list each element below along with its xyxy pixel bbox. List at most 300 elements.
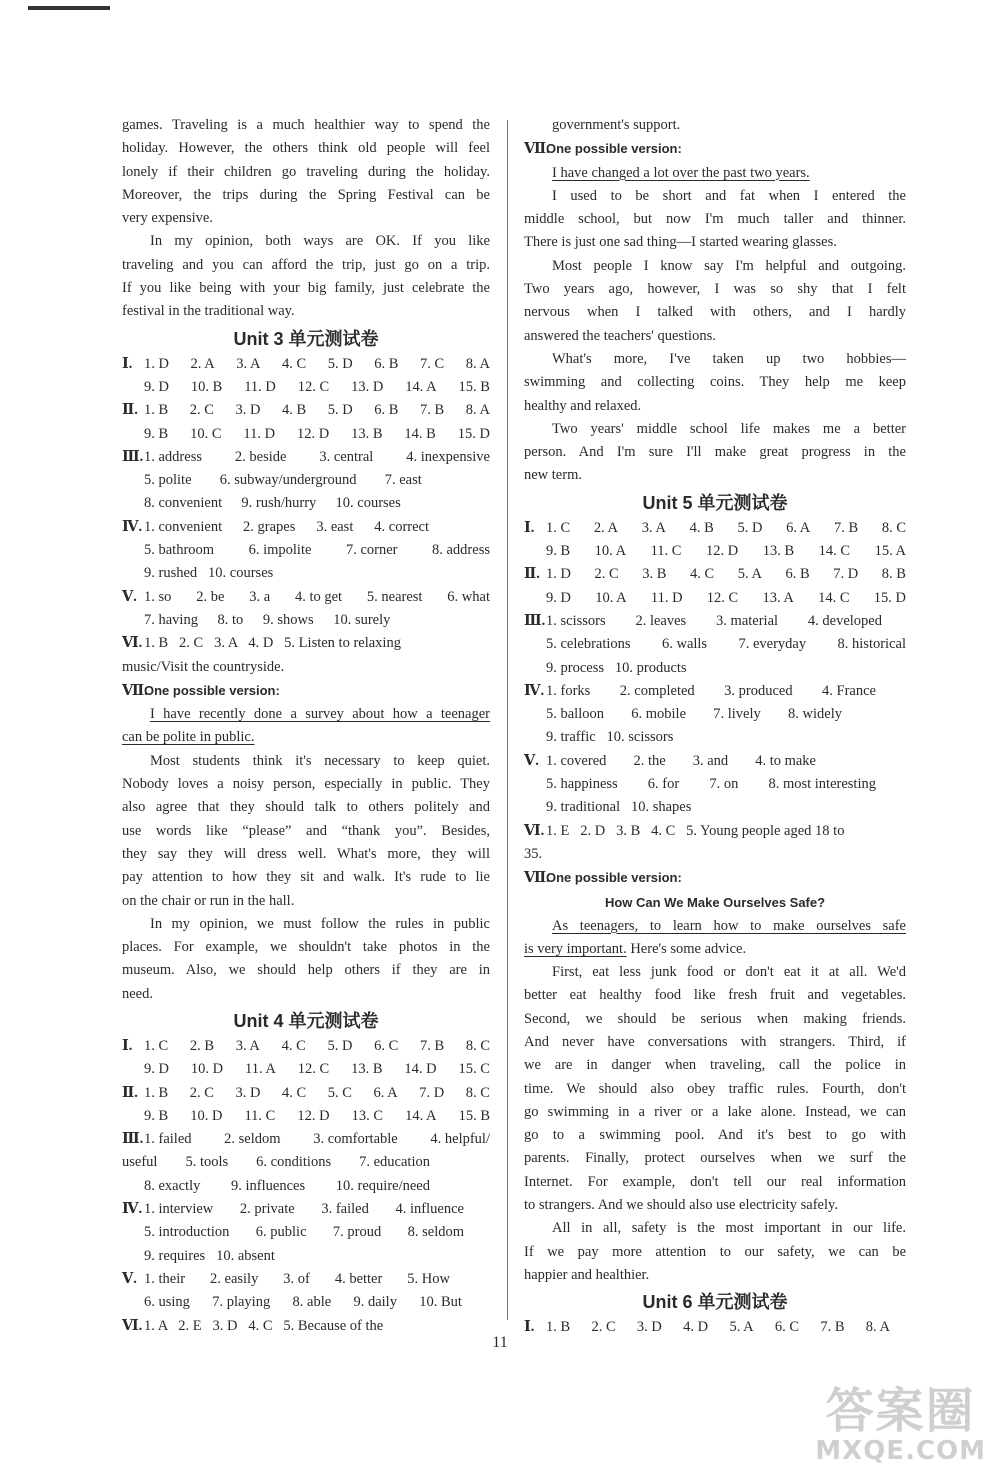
answer: 8. A	[465, 355, 490, 372]
essay-title: How Can We Make Ourselves Safe?	[604, 894, 826, 910]
answer: 7. D	[833, 566, 859, 583]
answer: 7. lively	[713, 706, 761, 723]
answer: 10. require/need	[335, 1177, 430, 1194]
section-number: Ⅲ.	[122, 448, 144, 465]
answer: 7. B	[420, 402, 445, 419]
answer: 9. daily	[353, 1294, 397, 1311]
text-line: First, eat less junk food or don't eat it at all. We'd	[552, 964, 906, 981]
text-line: Second, we should be serious when making friends.	[524, 1010, 906, 1027]
section-label: One possible version:	[546, 870, 682, 886]
answer: 5. A	[737, 566, 762, 583]
answer: 3. A	[235, 1037, 260, 1054]
answer: 3. A	[236, 355, 261, 372]
section-number: Ⅲ.	[122, 1131, 144, 1148]
answer: 15. B	[458, 378, 490, 395]
answer: 1. B	[546, 1319, 571, 1336]
answer: 8. C	[881, 519, 906, 536]
section-number: Ⅱ.	[122, 1084, 138, 1101]
unit5-title: Unit 5 单元测试卷	[642, 492, 788, 513]
section-number: Ⅰ.	[524, 1319, 535, 1336]
answer: 14. A	[405, 1107, 437, 1124]
answer: 5. celebrations	[546, 636, 631, 653]
answer: 6. B	[374, 355, 399, 372]
text-line: All in all, safety is the most important in our life.	[552, 1220, 906, 1237]
text-line: very expensive.	[122, 210, 213, 227]
answer-line	[122, 1151, 490, 1174]
answer-line	[144, 1175, 490, 1198]
answer: 14. C	[818, 543, 851, 560]
answer: 10. courses	[335, 495, 401, 512]
answer: 1. C	[546, 519, 571, 536]
section-number: Ⅱ.	[122, 402, 138, 419]
answer: 6. conditions	[256, 1154, 332, 1171]
answer-line	[546, 610, 906, 633]
answer: useful	[122, 1154, 158, 1171]
unit3-section-4	[122, 516, 490, 586]
section-label: One possible version:	[546, 141, 682, 157]
answer: 14. B	[404, 425, 436, 442]
answer-line	[144, 1035, 490, 1058]
answer: 1. scissors	[546, 612, 606, 629]
unit3-section-6	[122, 632, 490, 679]
text-line: person. And I'm sure I'll make great progress in the	[524, 444, 906, 461]
unit3-section-1	[122, 353, 490, 400]
answer: 2. private	[239, 1201, 295, 1218]
text-line: And never have conversations with strangers. Third, if	[524, 1033, 906, 1050]
answer: 4. C	[282, 355, 307, 372]
answer: 3. B	[642, 566, 667, 583]
unit4-section-1	[122, 1035, 490, 1082]
answer: 6. using	[144, 1294, 190, 1311]
page-number: 11	[492, 1334, 508, 1351]
text-line: If we pay more attention to our safety, we can be	[524, 1243, 906, 1260]
topic-sentence: can be polite in public.	[122, 729, 255, 746]
answer: 13. B	[351, 1061, 383, 1078]
answer-line	[546, 773, 906, 796]
answer: 2. completed	[619, 682, 695, 699]
answer: 10. D	[190, 1107, 223, 1124]
answer: 4. C	[281, 1037, 306, 1054]
text-line: holiday. However, the others think old people will feel	[122, 140, 490, 157]
answer: 2. A	[593, 519, 619, 536]
section-number: Ⅶ.	[524, 870, 550, 887]
answer-line	[546, 587, 906, 610]
answer: 6. subway/underground	[219, 472, 357, 489]
answer: 4. helpful/	[430, 1131, 490, 1148]
answer: 7. having	[144, 611, 198, 628]
text-line: Two years' middle school life makes me a better	[552, 420, 906, 437]
answer: 15. A	[874, 543, 906, 560]
answer: 7. B	[820, 1319, 845, 1336]
text-line: In my opinion, we must follow the rules in public	[150, 915, 490, 932]
answer: 1. B	[144, 402, 169, 419]
unit5-section-5	[524, 750, 906, 820]
answer: 7. C	[420, 355, 445, 372]
text-line: There is just one sad thing—I started wearing glasses.	[524, 234, 837, 251]
answer: 12. C	[706, 589, 739, 606]
answer: 5. introduction	[144, 1224, 230, 1241]
text-line: Internet. For example, don't tell our real information	[524, 1173, 906, 1190]
unit5-section-7	[524, 866, 906, 1287]
answer: 2. C	[594, 566, 619, 583]
answer-line	[144, 586, 490, 609]
text-line: time. We should also obey traffic rules. Fourth, don't	[524, 1080, 906, 1097]
answer-line	[144, 516, 490, 539]
answer: 4. D	[683, 1319, 709, 1336]
answer-line	[144, 353, 490, 376]
answer: 3. D	[636, 1319, 662, 1336]
text-line: happier and healthier.	[524, 1266, 650, 1283]
unit3-section-7	[122, 679, 490, 1006]
answer: 1. D	[144, 355, 169, 372]
answer: 9. D	[144, 378, 169, 395]
answer-line	[144, 1198, 490, 1221]
answer: 4. B	[689, 519, 714, 536]
answer: 12. C	[297, 378, 330, 395]
answer-line	[144, 1058, 490, 1081]
answer: 15. B	[458, 1107, 490, 1124]
answer: 9. requires	[144, 1247, 206, 1264]
text-line: Nobody loves a noisy person, especially in public. They	[122, 776, 490, 793]
answer: 2. C	[189, 1084, 214, 1101]
answer: 1. convenient	[144, 518, 223, 535]
answer: 4. to make	[755, 752, 816, 769]
answer: 3. of	[283, 1270, 310, 1287]
unit6-title: Unit 6 单元测试卷	[642, 1292, 788, 1313]
watermark-url: MXQE.COM	[815, 1436, 986, 1466]
answer: 9. D	[546, 589, 571, 606]
answer: 1. forks	[546, 682, 591, 699]
answer: 2. be	[196, 588, 225, 605]
answer: 5. tools	[185, 1154, 229, 1171]
text-line: healthy and relaxed.	[524, 397, 642, 414]
text-line: go swimming in a river or a lake alone. Instead, we can	[524, 1103, 906, 1120]
section-number: Ⅳ.	[524, 682, 545, 699]
text-line: better eat healthy food like fresh fruit and vegetables.	[524, 987, 906, 1004]
answer: 7. everyday	[738, 636, 807, 653]
answer: 2. C	[189, 402, 214, 419]
answer: 10. A	[594, 543, 627, 560]
text-line: Two years ago, however, I was so shy that I felt	[524, 281, 906, 298]
header-rule	[28, 6, 110, 10]
unit5-section-4	[524, 680, 906, 750]
answer: 4. better	[334, 1270, 383, 1287]
answer-line	[144, 492, 490, 515]
answer: 3. D	[235, 402, 261, 419]
section-label: One possible version:	[144, 682, 280, 698]
text-line: If you like being with your big family, just celebrate the	[122, 280, 490, 297]
text-line: I used to be short and fat when I entered the	[552, 187, 906, 204]
answer: 8. able	[292, 1294, 332, 1311]
text-line: nervous when I talked with others, and I hardly	[524, 304, 906, 321]
left-column	[122, 114, 490, 1338]
answer: 15. D	[873, 589, 906, 606]
answer: 12. D	[705, 543, 739, 560]
answer: 9. influences	[231, 1177, 306, 1194]
answer: 10. absent	[216, 1247, 275, 1264]
unit4-section-3	[122, 1128, 490, 1198]
answer: 5. D	[327, 1037, 353, 1054]
text-line: need.	[122, 985, 153, 1002]
unit3-title: Unit 3 单元测试卷	[233, 328, 379, 349]
answer: 7. education	[359, 1154, 430, 1171]
answer: 7. corner	[345, 542, 398, 559]
section-number: Ⅲ.	[524, 612, 546, 629]
section-number: Ⅳ.	[122, 1201, 143, 1218]
answer: 9. process	[546, 659, 604, 676]
answer: 14. C	[818, 589, 850, 606]
unit3-section-5	[122, 586, 490, 633]
answer: 8. to	[217, 611, 244, 628]
answer-line	[144, 1291, 490, 1314]
answer: 14. D	[404, 1061, 437, 1078]
answer: 2. A	[190, 355, 215, 372]
answer: 1. B	[144, 1084, 169, 1101]
answer: 8. seldom	[407, 1224, 464, 1241]
answer: 2. seldom	[224, 1131, 281, 1148]
answer: 6. what	[447, 588, 490, 605]
answer-line	[546, 517, 906, 540]
text-line: use words like “please” and “thank you”. Besides,	[122, 822, 490, 839]
answer: 15. D	[457, 425, 490, 442]
answer: 3. material	[716, 612, 779, 629]
section-number: Ⅶ.	[524, 141, 550, 158]
answer: 12. D	[297, 1107, 330, 1124]
answer-line	[546, 703, 906, 726]
text-line: lonely if their children go traveling during the holiday.	[122, 163, 490, 180]
answer: 9. B	[144, 1107, 169, 1124]
answer: 4. inexpensive	[406, 448, 490, 465]
answer: 10. shapes	[630, 799, 692, 816]
answer: 8. C	[465, 1084, 490, 1101]
answer-line	[546, 750, 906, 773]
answer: 9. D	[144, 1061, 169, 1078]
answer: 5. How	[407, 1270, 450, 1287]
unit4-section-5	[122, 1268, 490, 1315]
answer-line	[144, 469, 490, 492]
section-number: Ⅰ.	[122, 355, 133, 372]
answer: 10. B	[190, 378, 223, 395]
topic-sentence: As teenagers, to learn how to make ourselves safe	[552, 917, 906, 934]
answer-line	[144, 1082, 490, 1105]
section-number: Ⅳ.	[122, 518, 143, 535]
unit5-section-1	[524, 517, 906, 564]
answer-line	[144, 1221, 490, 1244]
section-number: Ⅶ.	[122, 682, 148, 699]
section-number: Ⅵ.	[122, 635, 143, 652]
answer: 7. east	[384, 472, 422, 489]
text-line: traveling and you can afford the trip, just go on a trip.	[122, 256, 490, 273]
answer: 3. D	[235, 1084, 261, 1101]
answer: 12. C	[297, 1061, 330, 1078]
text-line: In my opinion, both ways are OK. If you like	[150, 233, 490, 250]
topic-sentence: I have changed a lot over the past two years.	[552, 164, 810, 181]
text-line: swimming and collecting coins. They help me keep	[524, 374, 906, 391]
answer: 4. to get	[294, 588, 343, 605]
answer: 5. polite	[144, 472, 192, 489]
answer: 1. C	[144, 1037, 169, 1054]
answer: 7. playing	[212, 1294, 271, 1311]
opinion-paragraph	[122, 230, 490, 323]
answer: 9. traffic	[546, 729, 596, 746]
answer: 6. walls	[661, 636, 708, 653]
unit3-section-3	[122, 446, 490, 516]
text-line: parents. Finally, protect ourselves when we surf the	[524, 1150, 906, 1167]
unit4-section-4	[122, 1198, 490, 1268]
text-line: answered the teachers' questions.	[524, 327, 716, 344]
answer: 1. failed	[144, 1131, 192, 1148]
answer: 10. products	[614, 659, 687, 676]
answer: 7. B	[419, 1037, 445, 1054]
answer: 6. for	[647, 776, 680, 793]
answer: 11. D	[244, 378, 276, 395]
answer: 8. exactly	[144, 1177, 201, 1194]
answer: 13. A	[762, 589, 794, 606]
answer: 6. B	[374, 402, 399, 419]
unit4-section-2	[122, 1082, 490, 1129]
answer: 11. A	[245, 1061, 276, 1078]
answer: 5. D	[327, 355, 353, 372]
answer: 3. and	[692, 752, 729, 769]
answer: 5. nearest	[366, 588, 423, 605]
text-line: What's more, I've taken up two hobbies—	[552, 350, 906, 367]
answer: 4. B	[282, 402, 307, 419]
answer-line: 1. B 2. C 3. A 4. D 5. Listen to relaxing	[144, 635, 401, 652]
answer: 9. B	[546, 543, 571, 560]
answer: 6. B	[785, 566, 810, 583]
answer: 13. B	[351, 425, 383, 442]
answer: 14. A	[405, 378, 437, 395]
answer: 9. shows	[262, 611, 314, 628]
answer: 5. balloon	[546, 706, 604, 723]
answer: 10. scissors	[606, 729, 674, 746]
answer: 3. A	[641, 519, 666, 536]
answer: 6. impolite	[248, 542, 312, 559]
answer: 10. surely	[333, 611, 391, 628]
text-line: places. For example, we shouldn't take photos in the	[122, 939, 490, 956]
unit3-section-2	[122, 399, 490, 446]
answer: 2. leaves	[635, 612, 687, 629]
answer: 6. public	[255, 1224, 307, 1241]
answer-line	[546, 680, 906, 703]
section-number: Ⅵ.	[122, 1317, 143, 1334]
section-number: Ⅴ.	[122, 1270, 137, 1287]
section-7-essay	[524, 137, 906, 487]
text-line: Moreover, the trips during the Spring Festival can be	[122, 186, 490, 203]
answer-line: 1. E 2. D 3. B 4. C 5. Young people aged 18 to	[546, 822, 845, 839]
intro-paragraph	[122, 114, 490, 230]
answer: 11. C	[244, 1107, 276, 1124]
answer: 7. D	[419, 1084, 445, 1101]
right-column	[524, 114, 906, 1340]
answer-line	[546, 563, 906, 586]
answer: 11. C	[650, 543, 682, 560]
answer: 5. happiness	[546, 776, 618, 793]
answer: 5. D	[737, 519, 763, 536]
answer: 4. C	[282, 1084, 307, 1101]
text-line: festival in the traditional way.	[122, 303, 295, 320]
answer: 15. C	[458, 1061, 490, 1078]
answer: 8. historical	[837, 636, 906, 653]
answer: 8. address	[432, 542, 490, 559]
answer: 6. A	[373, 1084, 398, 1101]
watermark-text: 答案圈	[825, 1383, 976, 1439]
answer: 11. D	[243, 425, 276, 442]
section-number: Ⅰ.	[524, 519, 535, 536]
answer: 2. beside	[234, 448, 287, 465]
answer-line	[144, 539, 490, 562]
answer: 1. their	[144, 1270, 186, 1287]
answer: 1. so	[144, 588, 172, 605]
answer: 3. failed	[321, 1201, 369, 1218]
topic-sentence: is very important. Here's some advice.	[524, 940, 747, 957]
answer: 10. A	[595, 589, 627, 606]
answer: 2. easily	[210, 1270, 259, 1287]
text-line: go to a swimming pool. And it's best to go with	[524, 1127, 906, 1144]
text-line: we are in danger when traveling, call the police in	[524, 1057, 906, 1074]
answer: 1. D	[546, 566, 571, 583]
answer: 4. C	[690, 566, 715, 583]
text-line: new term.	[524, 467, 582, 484]
answer-line: 35.	[524, 845, 543, 862]
answer: 2. C	[591, 1319, 616, 1336]
text-line: Most students think it's necessary to keep quiet.	[150, 752, 490, 769]
answer: 6. C	[374, 1037, 399, 1054]
answer: 8. convenient	[144, 495, 223, 512]
answer: 7. proud	[332, 1224, 382, 1241]
answer: 13. D	[351, 378, 384, 395]
text-line: on the chair or run in the hall.	[122, 892, 295, 909]
column-divider	[507, 120, 508, 1320]
answer: 5. A	[729, 1319, 754, 1336]
unit5-section-2	[524, 563, 906, 610]
answer-line: 1. A 2. E 3. D 4. C 5. Because of the	[144, 1317, 384, 1334]
answer: 13. B	[762, 543, 795, 560]
answer: 10. courses	[208, 565, 274, 582]
answer: 10. But	[419, 1294, 462, 1311]
answer: 2. B	[189, 1037, 215, 1054]
answer: 9. traditional	[546, 799, 621, 816]
unit5-section-3	[524, 610, 906, 680]
answer-line: music/Visit the countryside.	[122, 658, 285, 675]
answer: 9. B	[144, 425, 169, 442]
watermark-logo	[815, 1385, 986, 1465]
answer: 10. C	[190, 425, 222, 442]
answer: 6. C	[774, 1319, 800, 1336]
answer: 2. the	[633, 752, 666, 769]
answer-line	[144, 609, 490, 632]
text-line: pay attention to how they sit and walk. It's rude to lie	[122, 869, 490, 886]
answer: 3. east	[316, 518, 354, 535]
answer: 8. widely	[788, 706, 842, 723]
answer: 11. D	[650, 589, 683, 606]
answer: 9. rush/hurry	[241, 495, 317, 512]
answer: 1. interview	[144, 1201, 214, 1218]
answer: 3. central	[319, 448, 374, 465]
answer: 1. covered	[546, 752, 607, 769]
answer: 3. comfortable	[313, 1131, 398, 1148]
answer: 5. C	[327, 1084, 352, 1101]
answer: 8. most interesting	[768, 776, 876, 793]
answer: 5. D	[327, 402, 353, 419]
answer-line	[144, 1268, 490, 1291]
text-line: to strangers. And we should also use electricity safely.	[524, 1197, 838, 1214]
section-number: Ⅵ.	[524, 822, 545, 839]
answer: 8. A	[465, 402, 490, 419]
answer: 4. influence	[395, 1201, 464, 1218]
answer-line	[144, 1105, 490, 1128]
answer: 9. rushed	[144, 565, 198, 582]
